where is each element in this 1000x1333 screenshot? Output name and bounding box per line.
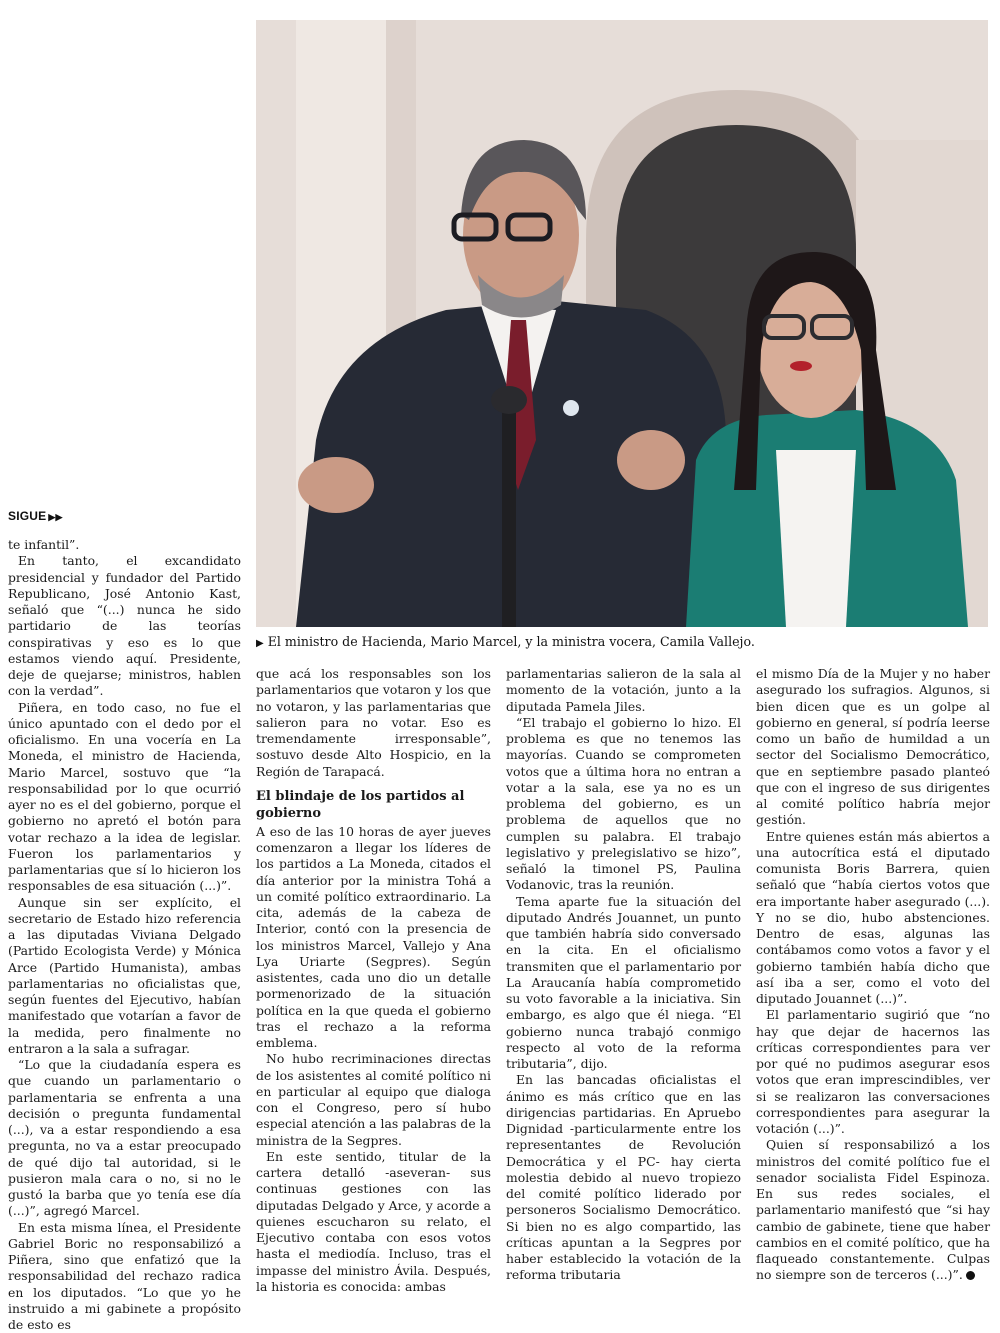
paragraph [756,1137,990,1283]
end-of-article-icon [966,1271,975,1280]
continues-marker [8,509,63,523]
section-heading: El blindaje de los partidos al gobierno [256,788,491,822]
paragraph: En las bancadas oficialistas el ánimo es más crítico que en las dirigencias partidarias. En Apruebo Dignidad -particularmente entre los representantes de Revolución Democrática y el PC- hay cierta molestia debido al nuevo tropiezo del comité político liderado por personeros Socialismo Democrático. Si bien no es algo compartido, las críticas apuntan a la Segpres por haber establecido la votación de la reforma tributaria [506,1072,741,1283]
paragraph: En este sentido, titular de la cartera detalló -aseveran- sus continuas gestiones con las diputadas Delgado y Arce, y acorde a quienes escucharon su relato, el Ejecutivo contaba con esos votos hasta el mediodía. Incluso, tras el impasse del ministro Ávila. Después, la historia es conocida: ambas [256,1149,491,1295]
paragraph: “El trabajo el gobierno lo hizo. El problema es que no tenemos las mayorías. Cuando se comprometen votos que a última hora no entran a votar a la sala, ese ya no es un problema del gobierno, es un problema de aquellos que no cumplen su palabra. El trabajo legislativo y prelegislativo se hizo”, señaló la timonel PS, Paulina Vodanovic, tras la reunión. [506,715,741,894]
article-column-1 [8,537,241,1333]
continues-label: SIGUE [8,509,46,523]
caption-text: El ministro de Hacienda, Mario Marcel, y la ministra vocera, Camila Vallejo. [268,634,755,649]
article-column-3 [506,666,741,1284]
paragraph: parlamentarias salieron de la sala al momento de la votación, junto a la diputada Pamela Jiles. [506,666,741,715]
paragraph-text: Quien sí responsabilizó a los ministros del comité político fue el senador socialista Fidel Espinoza. En sus redes sociales, el parlamentario manifestó que “si hay cambio de gabinete, tiene que haber cambios en el comité político, que ha flaqueado constantemente. Culpas no siempre son de terceros (...)”. [756,1137,990,1282]
news-photo [256,20,988,627]
photo-caption [256,634,988,649]
paragraph: A eso de las 10 horas de ayer jueves comenzaron a llegar los líderes de los partidos a La Moneda, citados el día anterior por la ministra Tohá a un comité político extraordinario. La cita, además de la cabeza de Interior, contó con la presencia de los ministros Marcel, Vallejo y Ana Lya Uriarte (Segpres). Según asistentes, cada uno dio un detalle pormenorizado de la situación política en la que queda el gobierno tras el rechazo a la reforma emblema. [256,824,491,1052]
paragraph: “Lo que la ciudadanía espera es que cuando un parlamentario o parlamentaria se enfrenta a una decisión o pregunta fundamental (...), va a estar respondiendo a esa pregunta, no va a estar preocupado de qué dijo tal autoridad, si le pusieron mala cara o no, si no le gustó la barba que yo tenía ese día (...)”, agregó Marcel. [8,1057,241,1220]
paragraph: Tema aparte fue la situación del diputado Andrés Jouannet, un punto que también habría sido conversado en la cita. En el oficialismo transmiten que el parlamentario por La Araucanía había comprometido su voto favorable a la iniciativa. Sin embargo, es algo que él niega. “El gobierno nunca trabajó conmigo respecto al voto de la reforma tributaria”, dijo. [506,894,741,1073]
paragraph: El parlamentario sugirió que “no hay que dejar de hacernos las críticas correspondientes para ver por qué no pudimos asegurar esos votos que eran imprescindibles, ver si se realizaron las conversaciones correspondientes para asegurar la votación (...)”. [756,1007,990,1137]
article-column-2 [256,666,491,1295]
article-column-4 [756,666,990,1284]
paragraph: No hubo recriminaciones directas de los asistentes al comité político ni en particular al equipo que dialoga con el Congreso, pero sí hubo especial atención a las palabras de la ministra de la Segpres. [256,1051,491,1149]
paragraph: Entre quienes están más abiertos a una autocrítica está el diputado comunista Boris Barrera, quien señaló que “había ciertos votos que era importante haber asegurado (...). Y no se dio, hubo abstenciones. Dentro de esas, algunas las contábamos como votos a favor y el gobierno también había dicho que así iba a ser, como el voto del diputado Jouannet (...)”. [756,829,990,1008]
paragraph: que acá los responsables son los parlamentarios que votaron y los que no votaron, y las parlamentarias que salieron para no votar. Eso es tremendamente irresponsable”, sostuvo desde Alto Hospicio, en la Región de Tarapacá. [256,666,491,780]
paragraph: En esta misma línea, el Presidente Gabriel Boric no responsabilizó a Piñera, sino que enfatizó que la responsabilidad del rechazo radica en los diputados. “Lo que yo he instruido a mi gabinete a propósito de esto es [8,1220,241,1333]
paragraph: Piñera, en todo caso, no fue el único apuntado con el dedo por el oficialismo. En una vocería en La Moneda, el ministro de Hacienda, Mario Marcel, sostuvo que “la responsabilidad por lo que ocurrió ayer no es el del gobierno, porque el gobierno no apretó el botón para votar rechazo a la idea de legislar. Fueron los parlamentarios y parlamentarias que sí lo hicieron los responsables de esa situación (...)”. [8,700,241,895]
paragraph: te infantil”. [8,537,241,553]
double-arrow-icon: ▶▶ [48,512,62,522]
caption-marker-icon: ▶ [256,638,264,649]
paragraph: En tanto, el excandidato presidencial y fundador del Partido Republicano, José Antonio Kast, señaló que “(...) nunca he sido partidario de las teorías conspirativas y eso es lo que estamos viendo aquí. Presidente, deje de quejarse; ministros, hablen con la verdad”. [8,553,241,699]
paragraph: Aunque sin ser explícito, el secretario de Estado hizo referencia a las diputadas Viviana Delgado (Partido Ecologista Verde) y Mónica Arce (Partido Humanista), ambas parlamentarias no oficialistas que, según fuentes del Ejecutivo, habían manifestado que votarían a favor de la medida, pero finalmente no entraron a la sala a sufragar. [8,895,241,1058]
paragraph: el mismo Día de la Mujer y no haber asegurado los sufragios. Algunos, si bien dicen que es un golpe al gobierno en general, sí podría leerse como un baño de humildad a un sector del Socialismo Democrático, que en septiembre pasado planteó que con el ingreso de sus dirigentes al comité político habría mejor gestión. [756,666,990,829]
